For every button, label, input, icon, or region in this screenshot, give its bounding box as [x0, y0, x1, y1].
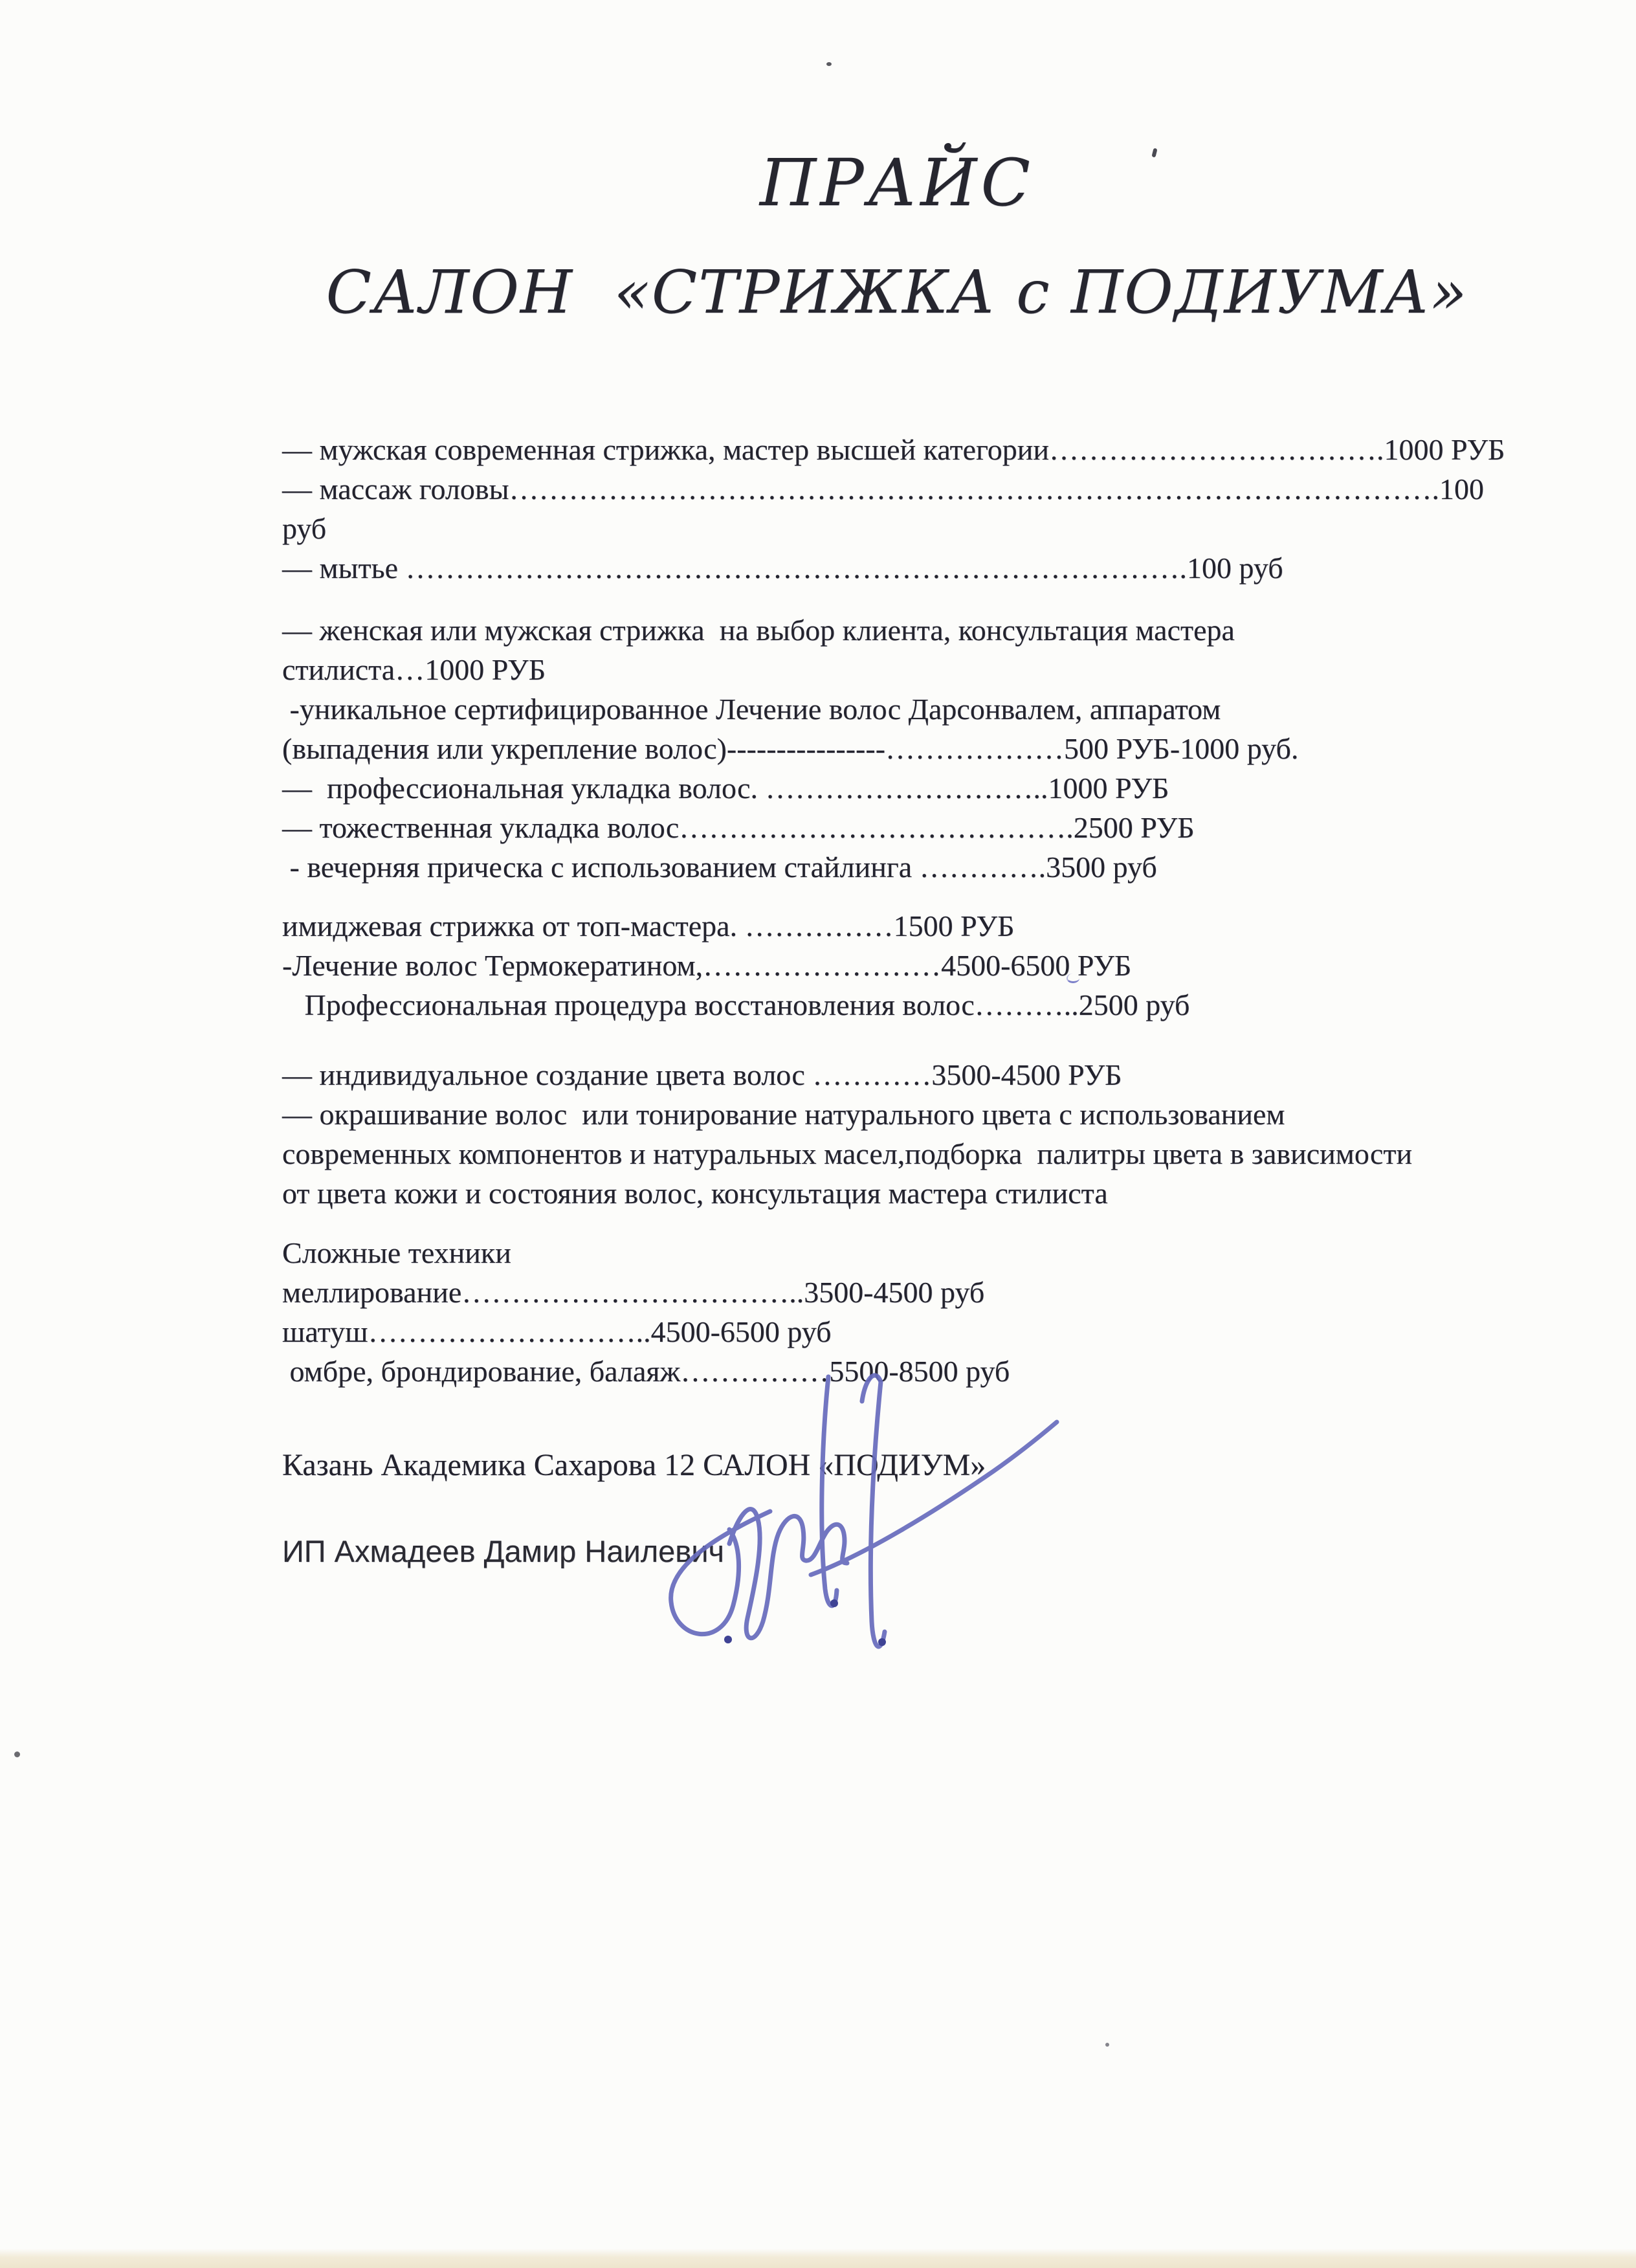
price-line: Профессиональная процедура восстановления волос………..2500 руб [282, 988, 1190, 1021]
owner-name: ИП Ахмадеев Дамир Наилевич [282, 1534, 724, 1568]
price-line: — профессиональная укладка волос. ………………………..1000 РУБ [282, 772, 1169, 805]
price-line: от цвета кожи и состояния волос, консультация мастера стилиста [282, 1177, 1108, 1210]
price-line: омбре, брондирование, балаяж……………5500-8500 руб [282, 1355, 1010, 1388]
price-line: стилиста…1000 РУБ [282, 653, 546, 686]
price-line: — окрашивание волос или тонирование натурального цвета с использованием [282, 1098, 1285, 1131]
price-line: (выпадения или укрепление волос)----------------………………500 РУБ-1000 руб. [282, 732, 1299, 765]
price-line: — тожественная укладка волос………………………………….2500 РУБ [282, 811, 1195, 844]
price-line: современных компонентов и натуральных масел,подборка палитры цвета в зависимости [282, 1137, 1413, 1170]
price-list [282, 430, 1531, 1571]
price-line: шатуш………………………..4500-6500 руб [282, 1315, 832, 1348]
blue-ink-speck [1067, 973, 1079, 983]
price-line: -уникальное сертифицированное Лечение волос Дарсонвалем, аппаратом [282, 693, 1221, 726]
price-line: - вечерняя прическа с использованием стайлинга ………….3500 руб [282, 850, 1157, 884]
price-line: меллирование……………………………..3500-4500 руб [282, 1276, 985, 1309]
section-heading-complex-techniques: Сложные техники [282, 1236, 511, 1269]
page-title: ПРАЙС [760, 145, 1034, 221]
salon-address: Казань Академика Сахарова 12 САЛОН «ПОДИУМ» [282, 1448, 986, 1482]
price-line: — индивидуальное создание цвета волос …………3500-4500 РУБ [282, 1058, 1122, 1091]
scan-speck [14, 1751, 20, 1757]
price-line: — мытье …………………………………………………………………….100 руб [282, 551, 1283, 584]
scan-speck [826, 62, 832, 66]
price-line: — массаж головы………………………………………………………………………………….100 руб [282, 472, 1492, 545]
scan-edge-shadow [0, 2249, 1636, 2268]
signature-ink-dots [724, 1599, 886, 1646]
salon-subtitle: САЛОН «СТРИЖКА с ПОДИУМА» [326, 258, 1468, 327]
price-line: -Лечение волос Термокератином,……………………4500-6500 РУБ [282, 949, 1132, 982]
scan-speck [1105, 2043, 1109, 2047]
price-line: — мужская современная стрижка, мастер высшей категории…………………………….1000 РУБ [282, 433, 1505, 466]
price-line: имиджевая стрижка от топ-мастера. ……………1500 РУБ [282, 909, 1015, 942]
price-line: — женская или мужская стрижка на выбор клиента, консультация мастера [282, 614, 1235, 647]
